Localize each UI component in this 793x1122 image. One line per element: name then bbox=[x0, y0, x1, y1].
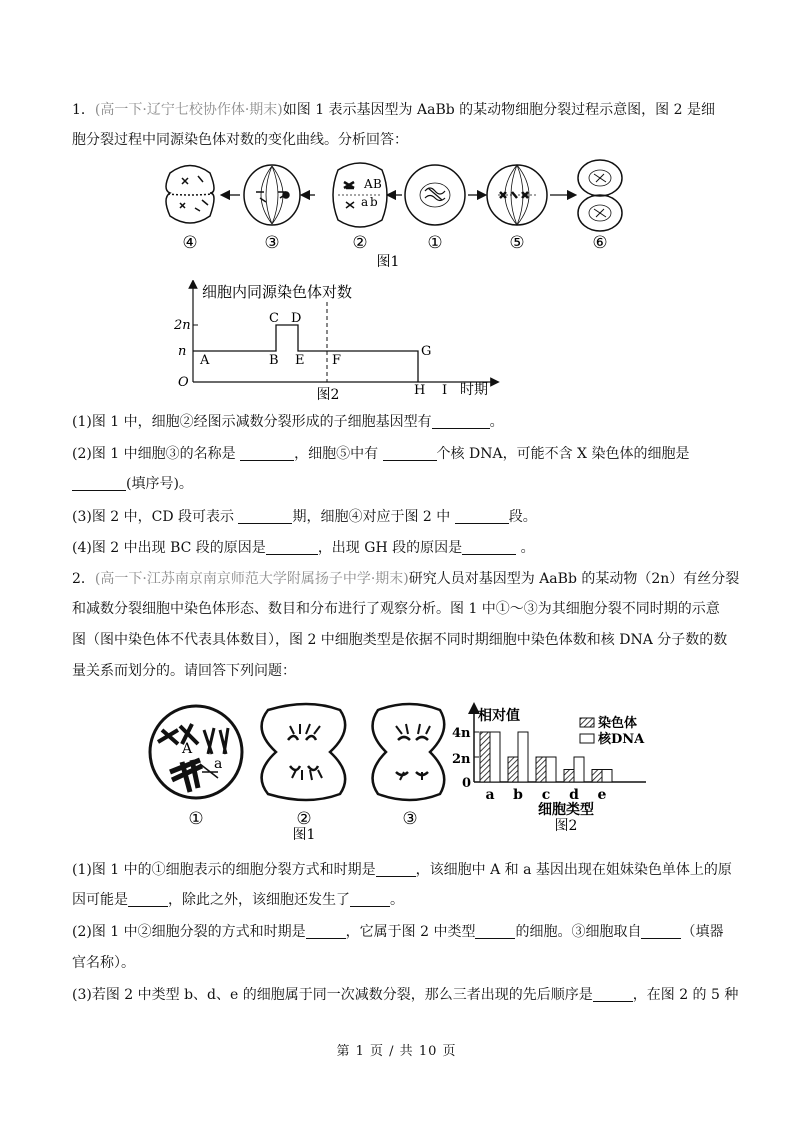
x-tick-c: c bbox=[541, 787, 551, 803]
q2-number: 2． bbox=[72, 571, 95, 587]
q2-figure2-chart bbox=[450, 702, 690, 838]
q1-sub4-blank1[interactable] bbox=[266, 540, 318, 555]
q1-cell-5 bbox=[487, 165, 547, 225]
q1-sub3-blank1[interactable] bbox=[238, 509, 292, 524]
page-footer: 第 1 页 / 共 10 页 bbox=[336, 1044, 457, 1059]
q2-source: (高一下·江苏南京南京师范大学附属扬子中学·期末) bbox=[94, 571, 409, 587]
bar-c-chromosome bbox=[536, 757, 546, 782]
q2-sub2-blank2[interactable] bbox=[475, 924, 515, 939]
q1-number: 1． bbox=[72, 102, 95, 118]
q1-fig2-curve bbox=[193, 325, 418, 382]
q1-fig1-label-5: ⑤ bbox=[509, 233, 525, 253]
q1-sub2-blank1[interactable] bbox=[240, 446, 294, 461]
q1-sub1: (1)图 1 中，细胞②经图示减数分裂形成的子细胞基因型有 。 bbox=[72, 414, 504, 430]
q2-figure1 bbox=[140, 700, 450, 840]
bar-e-chromosome bbox=[592, 770, 602, 783]
q2-chart-ylabel: 相对值 bbox=[478, 708, 520, 724]
x-tick-e: e bbox=[597, 787, 607, 803]
bar-a-chromosome bbox=[480, 732, 490, 782]
q1-fig2-ytick-2n: 2n bbox=[174, 318, 191, 333]
q1-cell-2 bbox=[333, 163, 387, 227]
q1-gene-A: A bbox=[364, 177, 373, 191]
q1-figure2 bbox=[170, 280, 510, 405]
q1-fig2-ytick-n: n bbox=[178, 344, 187, 359]
q1-sub3-blank2[interactable] bbox=[455, 509, 509, 524]
q1-cell-6 bbox=[578, 160, 622, 231]
q1-fig2-point-F: F bbox=[332, 353, 342, 368]
q2-sub1-blank3[interactable] bbox=[350, 892, 390, 907]
q1-sub1-blank[interactable] bbox=[432, 414, 490, 429]
q2-cell-2 bbox=[262, 704, 346, 800]
q1-figure1 bbox=[160, 158, 650, 273]
q1-fig1-label-3: ③ bbox=[264, 233, 280, 253]
q2-fig1-label-2: ② bbox=[296, 809, 312, 829]
bar-e-dna bbox=[602, 770, 612, 783]
bar-b-dna bbox=[518, 732, 528, 782]
q1-fig2-point-D: D bbox=[291, 311, 302, 326]
x-tick-b: b bbox=[513, 787, 523, 803]
q1-sub2-blank3[interactable] bbox=[72, 476, 126, 491]
q2-sub2-blank1[interactable] bbox=[306, 924, 346, 939]
q2-sub1-line1: (1)图 1 中的①细胞表示的细胞分裂方式和时期是 ，该细胞中 A 和 a 基因出现在姐妹染色单体上的原 bbox=[72, 862, 732, 878]
q2-legend-dna: 核DNA bbox=[598, 732, 645, 747]
q2-stem-line2: 和减数分裂细胞中染色体形态、数目和分布进行了观察分析。图 1 中①～③为其细胞分裂不同时期的示意 bbox=[72, 601, 720, 617]
q2-stem-line1 bbox=[72, 569, 740, 589]
q2-sub1-blank1[interactable] bbox=[376, 862, 416, 877]
q2-gene-A: A bbox=[182, 741, 193, 757]
q1-cell-3 bbox=[244, 165, 300, 225]
q2-chart-ytick-2n: 2n bbox=[452, 752, 471, 767]
q1-fig2-caption: 图2 bbox=[316, 387, 340, 403]
q1-gene-b: b bbox=[370, 195, 378, 209]
q2-gene-a: a bbox=[214, 756, 223, 772]
q2-legend-swatch-chromosome bbox=[580, 718, 594, 727]
q1-stem-line1 bbox=[72, 100, 722, 120]
q2-fig1-caption: 图1 bbox=[292, 827, 316, 840]
q1-sub2-line2: (填序号)。 bbox=[72, 474, 722, 494]
q2-sub2-line1: (2)图 1 中②细胞分裂的方式和时期是 ，它属于图 2 中类型 的细胞。③细胞取自 （填器 bbox=[72, 924, 724, 940]
q2-sub3-blank1[interactable] bbox=[593, 987, 633, 1002]
q1-fig2-origin: O bbox=[178, 375, 189, 390]
q2-fig1-label-1: ① bbox=[188, 809, 204, 829]
bar-c-dna bbox=[546, 757, 556, 782]
q1-source: (高一下·辽宁七校协作体·期末) bbox=[94, 102, 283, 118]
q1-cell-1 bbox=[405, 165, 465, 225]
q2-sub3-line1: (3)若图 2 中类型 b、d、e 的细胞属于同一次减数分裂，那么三者出现的先后顺序是 ，在图 2 的 5 种 bbox=[72, 987, 739, 1003]
q2-cell-1 bbox=[150, 706, 242, 798]
q1-fig1-label-6: ⑥ bbox=[592, 233, 608, 253]
q2-cell-3 bbox=[373, 704, 445, 800]
q1-fig2-point-H: H bbox=[414, 383, 426, 398]
q1-fig1-label-1: ① bbox=[427, 233, 443, 253]
q1-sub4: (4)图 2 中出现 BC 段的原因是 ，出现 GH 段的原因是 。 bbox=[72, 540, 535, 556]
q2-stem-line4: 量关系而划分的。请回答下列问题： bbox=[72, 663, 296, 679]
q2-sub1-blank2[interactable] bbox=[128, 892, 168, 907]
q2-chart-ytick-4n: 4n bbox=[452, 726, 471, 741]
q1-fig2-point-C: C bbox=[269, 311, 279, 326]
x-tick-d: d bbox=[569, 787, 579, 803]
q1-sub3: (3)图 2 中，CD 段可表示 期，细胞④对应于图 2 中 段。 bbox=[72, 509, 537, 525]
q1-sub2-blank2[interactable] bbox=[383, 446, 437, 461]
q1-fig2-xlabel: 时期 bbox=[460, 382, 488, 398]
q2-sub2-line2: 官名称）。 bbox=[72, 955, 135, 971]
q2-chart-xticks bbox=[485, 787, 606, 803]
q1-fig1-caption: 图1 bbox=[376, 254, 400, 270]
bar-d-chromosome bbox=[564, 770, 574, 783]
q1-sub4-blank2[interactable] bbox=[462, 540, 516, 555]
q1-fig2-ylabel: 细胞内同源染色体对数 bbox=[202, 283, 353, 301]
q2-sub2-blank3[interactable] bbox=[641, 924, 681, 939]
q1-fig1-label-2: ② bbox=[352, 233, 368, 253]
q1-sub2-line1: (2)图 1 中细胞③的名称是 ，细胞⑤中有 个核 DNA，可能不含 X 染色体的细胞是 bbox=[72, 446, 690, 462]
bar-a-dna bbox=[490, 732, 500, 782]
q1-stem-a: 如图 1 表示基因型为 AaBb 的某动物细胞分裂过程示意图，图 2 是细 bbox=[282, 102, 715, 118]
bar-d-dna bbox=[574, 757, 584, 782]
q1-stem-line2: 胞分裂过程中同源染色体对数的变化曲线。分析回答： bbox=[72, 132, 408, 148]
bar-b-chromosome bbox=[508, 757, 518, 782]
q2-sub1-line2: 因可能是 ，除此之外，该细胞还发生了 。 bbox=[72, 892, 404, 908]
q1-fig2-point-G: G bbox=[421, 344, 432, 359]
q2-chart-xlabel: 细胞类型 bbox=[538, 802, 594, 818]
q1-cell-4 bbox=[166, 166, 214, 224]
q1-gene-a: a bbox=[361, 195, 369, 209]
q2-chart-caption: 图2 bbox=[554, 818, 578, 834]
q1-gene-B: B bbox=[373, 177, 382, 191]
q2-legend-chromosome: 染色体 bbox=[598, 716, 638, 731]
q2-legend-swatch-dna bbox=[580, 734, 594, 743]
q1-fig2-point-B: B bbox=[269, 353, 279, 368]
x-tick-a: a bbox=[485, 787, 495, 803]
q1-fig2-point-E: E bbox=[295, 353, 305, 368]
q1-fig1-label-4: ④ bbox=[182, 233, 198, 253]
q2-chart-ytick-0: 0 bbox=[462, 776, 472, 791]
q2-stem-line3: 图（图中染色体不代表具体数目），图 2 中细胞类型是依据不同时期细胞中染色体数和核 DNA 分子数的数 bbox=[72, 632, 728, 648]
q2-fig1-label-3: ③ bbox=[402, 809, 418, 829]
q1-fig2-point-I: I bbox=[442, 383, 448, 398]
q1-fig2-point-A: A bbox=[200, 353, 210, 368]
q2-stem-a: 研究人员对基因型为 AaBb 的某动物（2n）有丝分裂 bbox=[408, 571, 740, 587]
